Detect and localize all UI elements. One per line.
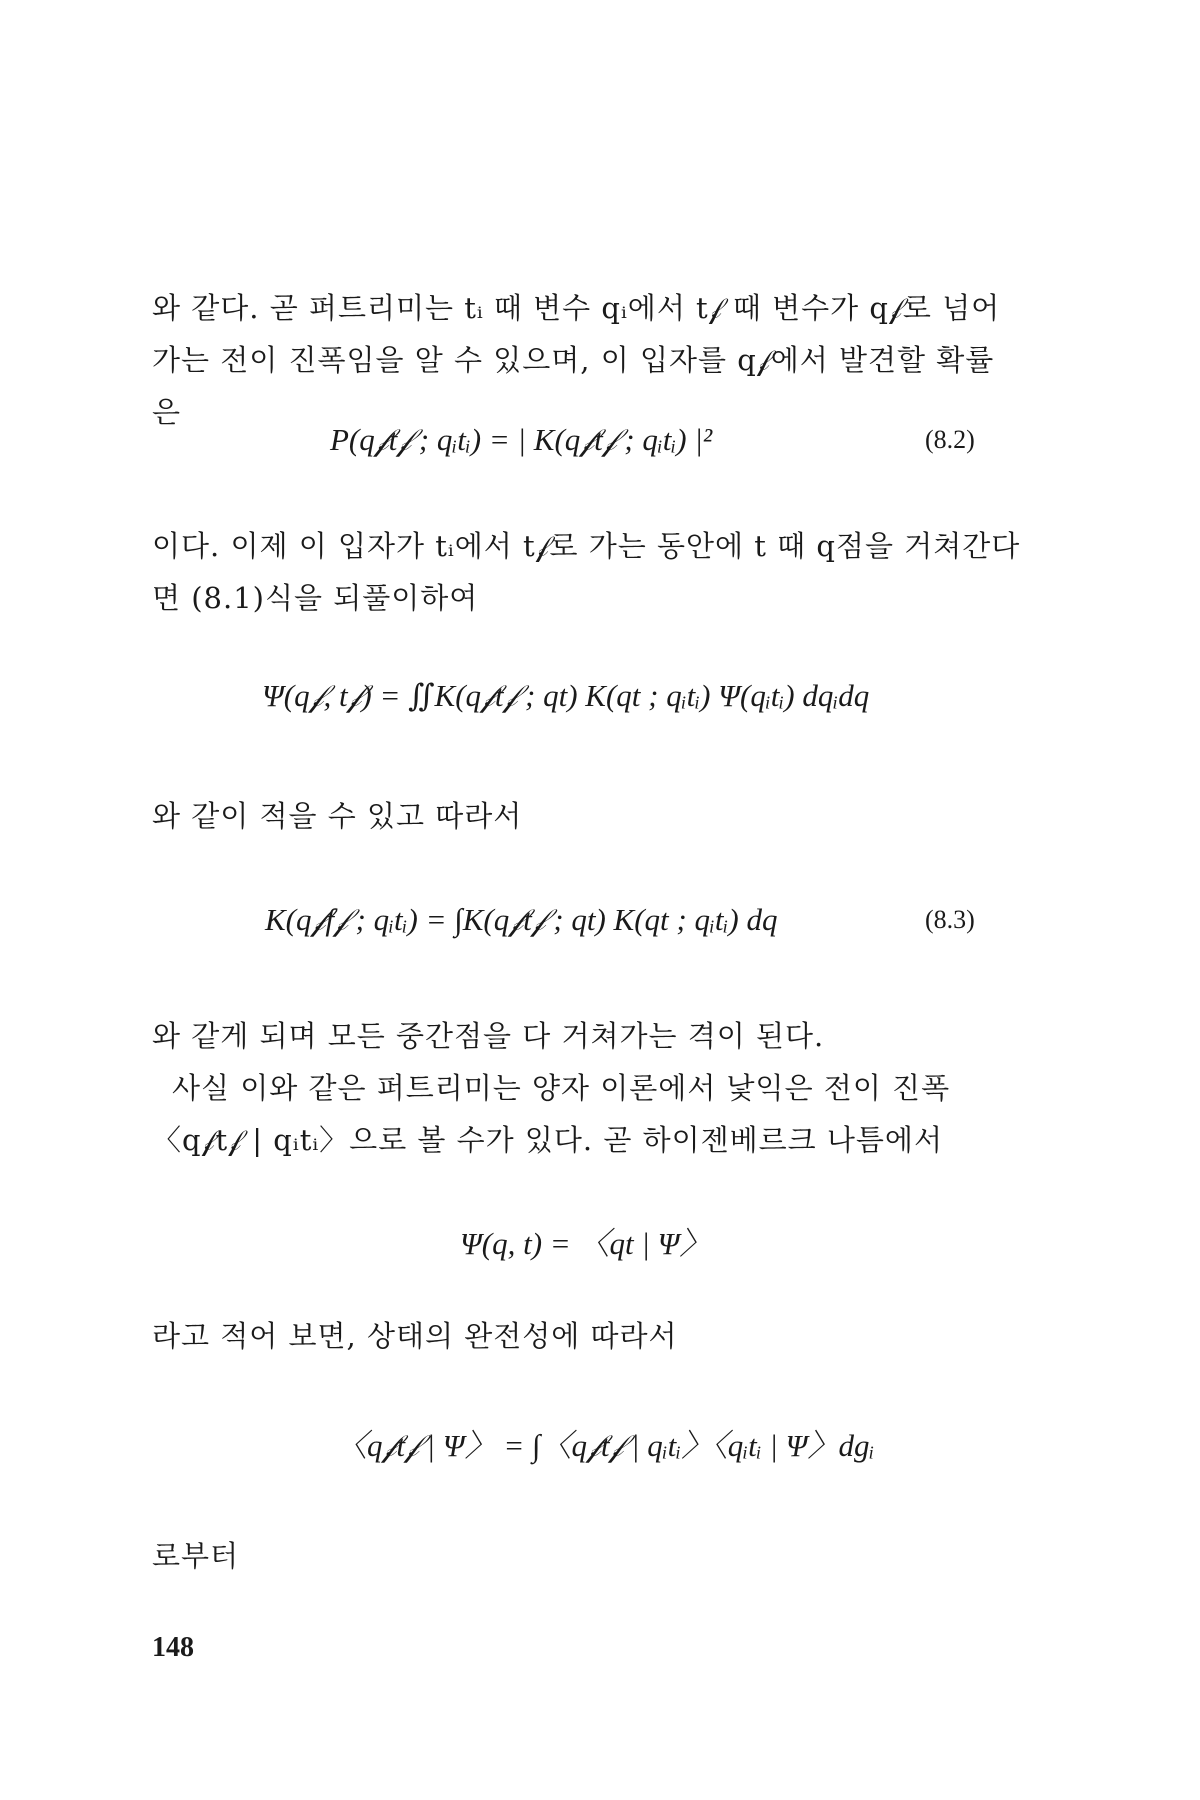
equation-8-2: P(q𝒻t𝒻 ; qᵢtᵢ) = | K(q𝒻t𝒻 ; qᵢtᵢ) |² bbox=[330, 422, 713, 457]
equation-number-8-3: (8.3) bbox=[925, 905, 975, 934]
equation-number-8-2: (8.2) bbox=[925, 425, 975, 454]
equation-psi-double-integral: Ψ(q𝒻, t𝒻) = ∬K(q𝒻t𝒻 ; qt) K(qt ; qᵢtᵢ) Ψ(qᵢtᵢ) dqᵢdq bbox=[262, 678, 870, 713]
paragraph-3: 와 같이 적을 수 있고 따라서 bbox=[152, 799, 523, 833]
paragraph-5: 사실 이와 같은 퍼트리미는 양자 이론에서 낯익은 전이 진폭 〈q𝒻t𝒻 | qᵢtᵢ〉으로 볼 수가 있다. 곧 하이젠베르크 나틈에서 bbox=[152, 1071, 951, 1157]
equation-8-3: K(q𝒻f𝒻 ; qᵢtᵢ) = ∫K(q𝒻t𝒻 ; qt) K(qt ; qᵢtᵢ) dq bbox=[265, 902, 778, 937]
equation-completeness: 〈q𝒻t𝒻 | Ψ〉 = ∫〈q𝒻t𝒻 | qᵢtᵢ〉〈qᵢtᵢ | Ψ〉dgᵢ bbox=[336, 1428, 875, 1463]
equation-psi-bra-ket: Ψ(q, t) = 〈qt | Ψ〉 bbox=[460, 1226, 711, 1261]
page-number: 148 bbox=[152, 1632, 194, 1663]
paragraph-7: 로부터 bbox=[152, 1539, 240, 1573]
paragraph-4: 와 같게 되며 모든 중간점을 다 거쳐가는 격이 된다. bbox=[152, 1019, 825, 1053]
paragraph-2: 이다. 이제 이 입자가 tᵢ에서 t𝒻로 가는 동안에 t 때 q점을 거쳐간다면 (8.1)식을 되풀이하여 bbox=[152, 529, 1021, 615]
paragraph-1: 와 같다. 곧 퍼트리미는 tᵢ 때 변수 qᵢ에서 t𝒻 때 변수가 q𝒻로 넘어가는 전이 진폭임을 알 수 있으며, 이 입자를 q𝒻에서 발견할 확률은 bbox=[152, 291, 1001, 429]
paragraph-6: 라고 적어 보면, 상태의 완전성에 따라서 bbox=[152, 1319, 678, 1353]
